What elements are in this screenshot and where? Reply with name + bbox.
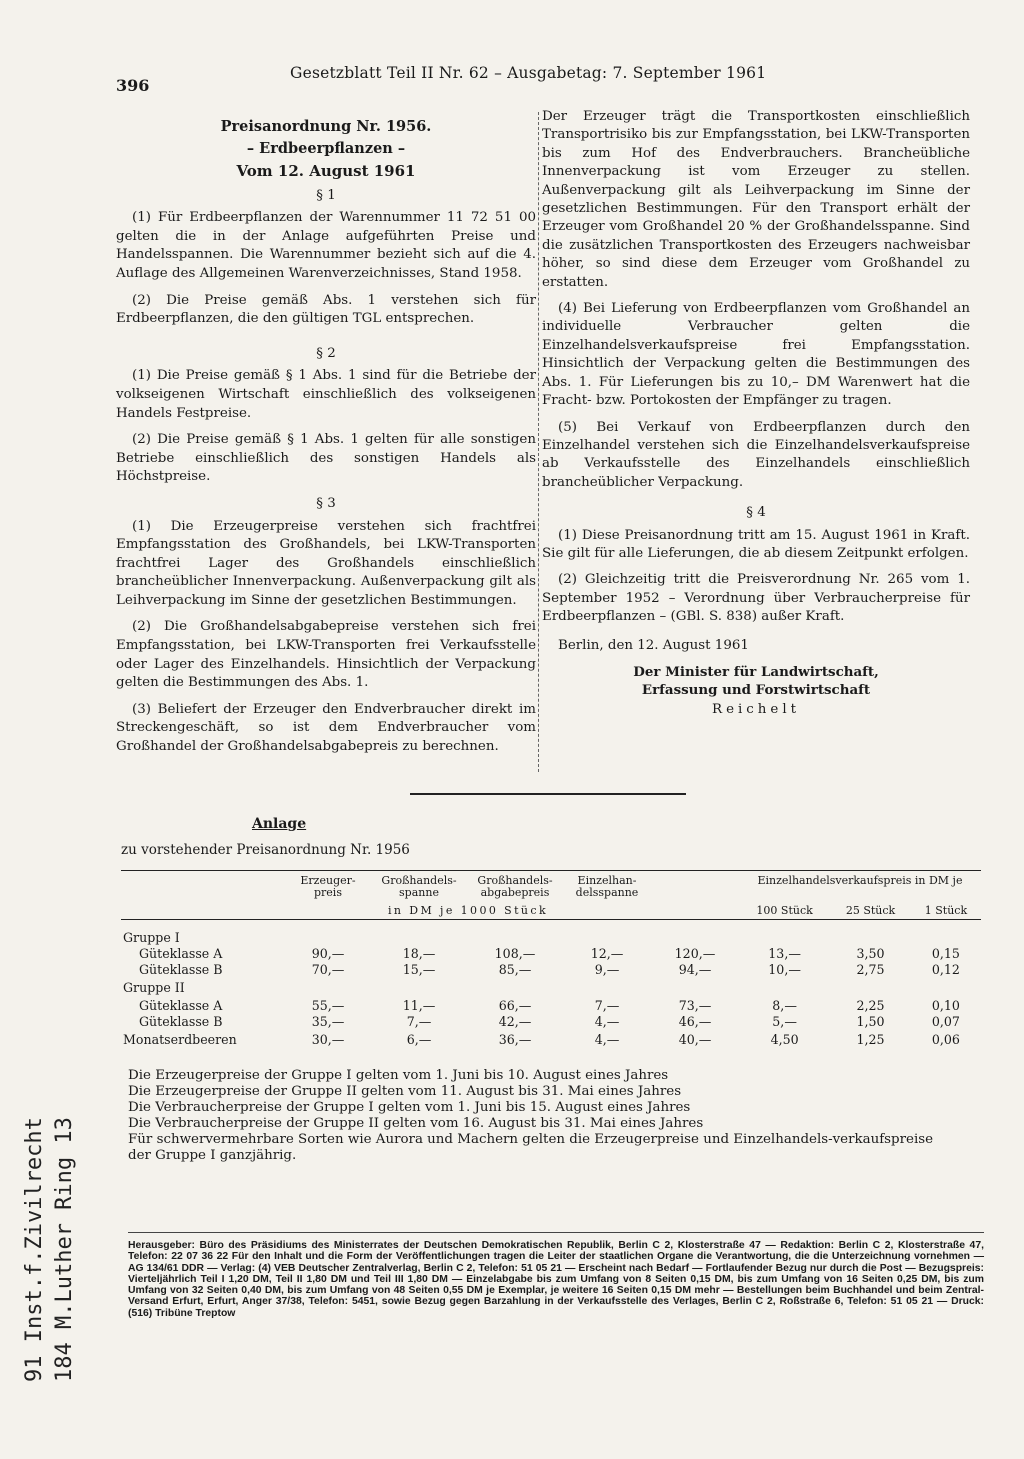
row-label: Güteklasse B xyxy=(139,1014,223,1029)
section-3-para-1: (1) Die Erzeugerpreise verstehen sich frachtfrei Empfangsstation des Großhandels, bei LKW-Transporten frachtfrei Lager des Großhandels einschließlich brancheüblicher Innenverpackung. Außenverpackung gilt als Leihverpackung im Sinne der gesetzlichen Bestimmungen. xyxy=(116,518,536,608)
table-cell: 55,— xyxy=(311,998,345,1013)
table-cell xyxy=(371,930,467,946)
table-row xyxy=(121,998,981,1014)
table-cell: 9,— xyxy=(594,962,620,977)
section-3-para-4: (4) Bei Lieferung von Erdbeerpflanzen vom Großhandel an individuelle Verbraucher gelten die Einzelhandelsverkaufspreise frei Empfangsstation. Hinsichtlich der Verpackung gelten die Bestimmungen des Abs. 1. Für Lieferungen bis zu 10,– DM Warenwert hat die Fracht- bzw. Portokosten der Empfänger zu tragen. xyxy=(542,301,970,409)
section-3-continuation: Der Erzeuger trägt die Transportkosten einschließlich Transportrisiko bis zur Empfangsstation, bei LKW-Transporten bis zum Hof des Endverbrauchers. Brancheübliche Innenverpackung ist vom Erzeuger zu stellen. Außenverpackung gilt als Leihverpackung im Sinne der gesetzlichen Bestimmungen. Für den Transport erhält der Erzeuger vom Großhandel 20 % der Großhandelsspanne. Sind die zusätzlichen Transportkosten des Erzeugers nachweisbar höher, so sind diese dem Erzeuger vom Großhandel zu erstatten. xyxy=(542,109,970,290)
table-row xyxy=(121,1014,981,1030)
table-cell xyxy=(739,978,830,998)
table-cell: 2,75 xyxy=(856,962,885,977)
library-stamp xyxy=(20,1117,80,1382)
section-1-para-1: (1) Für Erdbeerpflanzen der Warennummer 11 72 51 00 gelten die in der Anlage aufgeführten Preise und Handelsspannen. Die Warennummer bezieht sich auf die 4. Auflage des Allgemeinen Warenverzeichnisses, Stand 1958. xyxy=(116,210,536,281)
table-cell: 3,50 xyxy=(856,946,885,961)
section-2-para-2: (2) Die Preise gemäß § 1 Abs. 1 gelten für alle sonstigen Betriebe einschließlich des sonstigen Handels als Höchstpreise. xyxy=(116,432,536,485)
table-cell xyxy=(563,930,651,946)
table-cell: 73,— xyxy=(678,998,712,1013)
note-1: Die Erzeugerpreise der Gruppe I gelten vom 1. Juni bis 10. August eines Jahres xyxy=(128,1068,669,1083)
table-cell: 0,07 xyxy=(931,1014,960,1029)
header-100-stueck: 100 Stück xyxy=(756,904,813,917)
signature-place-date: Berlin, den 12. August 1961 xyxy=(558,637,749,653)
table-cell: 11,— xyxy=(402,998,436,1013)
table-cell: 70,— xyxy=(311,962,345,977)
header-25-stueck: 25 Stück xyxy=(845,904,896,917)
table-cell: 6,— xyxy=(406,1032,432,1047)
table-cell xyxy=(911,978,981,998)
section-3-para-5: (5) Bei Verkauf von Erdbeerpflanzen durch den Einzelhandel verstehen sich die Einzelhandelsverkaufspreise ab Verkaufsstelle des Einzelhandels einschließlich brancheüblicher Verpackung. xyxy=(542,419,970,490)
table-cell: 5,— xyxy=(772,1014,797,1029)
order-subtitle: – Erdbeerpflanzen – xyxy=(246,140,406,157)
table-cell: 120,— xyxy=(674,946,716,961)
column-divider xyxy=(538,112,539,772)
section-4-para-1: (1) Diese Preisanordnung tritt am 15. August 1961 in Kraft. Sie gilt für alle Lieferungen, die ab diesem Zeitpunkt erfolgen. xyxy=(542,527,970,561)
table-cell: 0,15 xyxy=(931,946,960,961)
signature-name: Reichelt xyxy=(711,701,800,717)
table-cell xyxy=(651,978,739,998)
section-1-heading: § 1 xyxy=(316,187,336,203)
section-1-para-2: (2) Die Preise gemäß Abs. 1 verstehen sich für Erdbeerpflanzen, die den gültigen TGL entsprechen. xyxy=(116,292,536,327)
row-label: Monatserdbeeren xyxy=(123,1032,237,1047)
table-cell xyxy=(563,978,651,998)
table-cell: 42,— xyxy=(498,1014,532,1029)
table-cell: 46,— xyxy=(678,1014,712,1029)
section-4-para-2: (2) Gleichzeitig tritt die Preisverordnung Nr. 265 vom 1. September 1952 – Verordnung über Verbraucherpreise für Erdbeerpflanzen – (GBl. S. 838) außer Kraft. xyxy=(542,572,970,625)
row-label: Güteklasse B xyxy=(139,962,223,977)
table-row xyxy=(121,930,981,946)
header-eh-verkaufspreis: Einzelhandelsverkaufspreis in DM je xyxy=(757,874,963,887)
table-cell xyxy=(739,930,830,946)
table-cell xyxy=(830,978,911,998)
stamp-line-1: 91 Inst.f.Zivilrecht xyxy=(22,1117,47,1382)
table-body xyxy=(121,930,981,1050)
table-cell: 66,— xyxy=(498,998,532,1013)
table-cell: 1,25 xyxy=(856,1032,885,1047)
table-cell: 94,— xyxy=(678,962,712,977)
header-1-stueck: 1 Stück xyxy=(924,904,968,917)
anlage-title: Anlage xyxy=(252,816,307,832)
table-cell: 36,— xyxy=(498,1032,532,1047)
order-title: Preisanordnung Nr. 1956. xyxy=(220,118,432,135)
section-2-heading: § 2 xyxy=(316,345,336,361)
table-cell xyxy=(467,978,563,998)
table-cell xyxy=(285,978,371,998)
signature-minister-line-1: Der Minister für Landwirtschaft, xyxy=(633,663,879,680)
table-cell xyxy=(371,978,467,998)
table-cell: 0,10 xyxy=(931,998,960,1013)
row-label: Güteklasse A xyxy=(139,946,223,961)
table-notes xyxy=(128,1068,958,1164)
table-cell: 4,— xyxy=(594,1032,620,1047)
right-column xyxy=(542,108,970,719)
table-row xyxy=(121,978,981,998)
note-4: Die Verbraucherpreise der Gruppe II gelten vom 16. August bis 31. Mai eines Jahres xyxy=(128,1116,704,1131)
table-cell xyxy=(285,930,371,946)
table-cell: 108,— xyxy=(494,946,536,961)
header-blank xyxy=(651,871,739,902)
note-3: Die Verbraucherpreise der Gruppe I gelten vom 1. Juni bis 15. August eines Jahres xyxy=(128,1100,691,1115)
table-spacer xyxy=(121,920,981,931)
section-3-para-2: (2) Die Großhandelsabgabepreise verstehen sich frei Empfangsstation, bei LKW-Transporten frei Verkaufsstelle oder Lager des Einzelhandels. Hinsichtlich der Verpackung gelten die Bestimmungen des Abs. 1. xyxy=(116,619,536,691)
header-title: Gesetzblatt Teil II Nr. 62 – Ausgabetag: 7. September 1961 xyxy=(290,64,767,82)
table-cell xyxy=(830,930,911,946)
table-cell: 18,— xyxy=(402,946,436,961)
signature-minister-line-2: Erfassung und Forstwirtschaft xyxy=(641,681,871,698)
header-eh-spanne: Einzelhan-delsspanne xyxy=(575,874,639,899)
imprint-rule xyxy=(128,1232,984,1233)
page-number: 396 xyxy=(116,76,150,95)
table-cell: 4,— xyxy=(594,1014,620,1029)
anlage-subtitle: zu vorstehender Preisanordnung Nr. 1956 xyxy=(121,842,410,858)
table-cell: 15,— xyxy=(402,962,436,977)
table-cell: 85,— xyxy=(498,962,532,977)
table-cell: 10,— xyxy=(768,962,801,977)
table-cell: 0,06 xyxy=(931,1032,960,1047)
table-row xyxy=(121,1030,981,1050)
section-divider xyxy=(410,793,686,795)
table-cell: 7,— xyxy=(594,998,620,1013)
table-cell: 2,25 xyxy=(856,998,885,1013)
left-column xyxy=(116,116,536,765)
header-unit: in DM je 1000 Stück xyxy=(387,904,549,917)
section-3-para-3: (3) Beliefert der Erzeuger den Endverbraucher direkt im Streckengeschäft, so ist dem Endverbraucher vom Großhandel der Großhandelsabgabepreis zu berechnen. xyxy=(116,701,536,755)
table-cell xyxy=(911,930,981,946)
table-cell xyxy=(467,930,563,946)
note-2: Die Erzeugerpreise der Gruppe II gelten vom 11. August bis 31. Mai eines Jahres xyxy=(128,1084,682,1099)
table-row xyxy=(121,946,981,962)
table-cell: 7,— xyxy=(406,1014,432,1029)
table-cell: 30,— xyxy=(311,1032,345,1047)
header-blank-2 xyxy=(651,901,739,920)
table-header-row xyxy=(121,871,981,902)
price-table xyxy=(121,870,981,1050)
note-5: Für schwervermehrbare Sorten wie Aurora und Machern gelten die Erzeugerpreise und Einzelhandels-verkaufspreise der Gruppe I ganzjährig. xyxy=(128,1132,934,1163)
section-2-para-1: (1) Die Preise gemäß § 1 Abs. 1 sind für die Betriebe der volkseigenen Wirtschaft einschließlich des volkseigenen Handels Festpreise. xyxy=(116,368,536,421)
row-label: Gruppe I xyxy=(123,930,180,945)
table-cell: 12,— xyxy=(590,946,624,961)
table-cell: 35,— xyxy=(311,1014,345,1029)
row-label: Güteklasse A xyxy=(139,998,223,1013)
table-cell: 13,— xyxy=(768,946,801,961)
header-gh-spanne: Großhandels-spanne xyxy=(381,874,457,899)
table-cell: 4,50 xyxy=(770,1032,799,1047)
stamp-line-2: 184 M.Luther Ring 13 xyxy=(52,1117,77,1382)
table-row xyxy=(121,962,981,978)
table-cell: 1,50 xyxy=(856,1014,885,1029)
table-cell: 90,— xyxy=(311,946,345,961)
table-cell xyxy=(651,930,739,946)
order-date: Vom 12. August 1961 xyxy=(236,162,416,180)
header-label-col xyxy=(121,871,285,920)
section-3-heading: § 3 xyxy=(316,495,336,511)
row-label: Gruppe II xyxy=(123,980,185,995)
header-gh-abgabe: Großhandels-abgabepreis xyxy=(477,874,553,899)
imprint: Herausgeber: Büro des Präsidiums des Ministerrates der Deutschen Demokratischen Republik, Berlin C 2, Klosterstraße 47 — Redaktion: Berlin C 2, Klosterstraße 47, Telefon: 22 07 36 22 Für den Inhalt und die Form der Veröffentlichungen tragen die Leiter der staatlichen Organe die Verantwortung, die die Unterzeichnung vornehmen — AG 134/61 DDR — Verlag: (4) VEB Deutscher Zentralverlag, Berlin C 2, Telefon: 51 05 21 — Erscheint nach Bedarf — Fortlaufender Bezug nur durch die Post — Bezugspreis: Vierteljährlich Teil I 1,20 DM, Teil II 1,80 DM und Teil III 1,80 DM — Einzelabgabe bis zum Umfang von 8 Seiten 0,15 DM, bis zum Umfang von 16 Seiten 0,25 DM, bis zum Umfang von 32 Seiten 0,40 DM, bis zum Umfang von 48 Seiten 0,55 DM je Exemplar, je weitere 16 Seiten 0,15 DM mehr — Bestellungen beim Buchhandel und beim Zentral-Versand Erfurt, Erfurt, Anger 37/38, Telefon: 5451, sowie Bezug gegen Barzahlung in der Verkaufsstelle des Verlages, Berlin C 2, Roßstraße 6, Telefon: 51 05 21 — Druck: (516) Tribüne Treptow xyxy=(128,1240,984,1319)
header-erzeugerpreis: Erzeuger-preis xyxy=(300,874,356,899)
table-cell: 40,— xyxy=(678,1032,712,1047)
table-cell: 8,— xyxy=(772,998,797,1013)
section-4-heading: § 4 xyxy=(746,505,766,521)
table-cell: 0,12 xyxy=(931,962,960,977)
